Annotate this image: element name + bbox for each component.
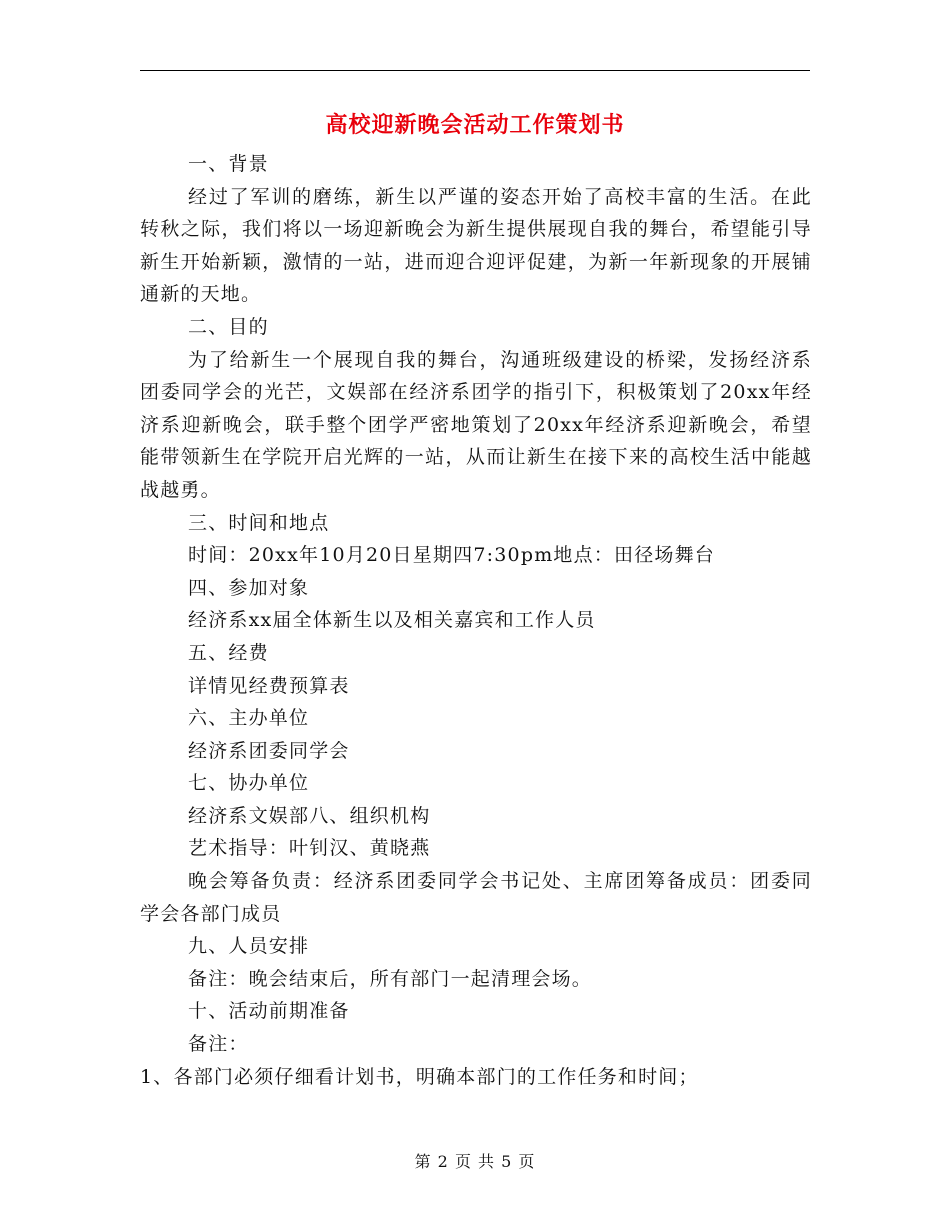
document-body: [140, 148, 812, 1093]
section-heading-budget: 五、经费: [188, 641, 269, 664]
document-title: 高校迎新晚会活动工作策划书: [325, 112, 625, 138]
co-host-text: 经济系文娱部八、组织机构: [188, 804, 431, 827]
header-rule: [140, 70, 810, 71]
preparation-note-label: 备注：: [188, 1033, 249, 1056]
section-heading-participants: 四、参加对象: [188, 576, 310, 599]
host-text: 经济系团委同学会: [188, 739, 350, 762]
section-heading-co-host: 七、协办单位: [188, 772, 310, 795]
section-heading-preparation: 十、活动前期准备: [188, 1000, 350, 1023]
staffing-note: 备注：晚会结束后，所有部门一起清理会场。: [188, 967, 593, 990]
organizers-text: 晚会筹备负责：经济系团委同学会书记处、主席团筹备成员：团委同学会各部门成员: [140, 870, 812, 925]
section-heading-background: 一、背景: [188, 153, 269, 175]
purpose-paragraph: 为了给新生一个展现自我的舞台，沟通班级建设的桥梁，发扬经济系团委同学会的光芒，文娱部在经济系团学的指引下，积极策划了20xx年经济系迎新晚会，联手整个团学严密地策划了20xx年经济系迎新晚会，希望能带领新生在学院开启光辉的一站，从而让新生在接下来的高校生活中能越战越勇。: [140, 348, 812, 501]
time-place-text: 时间：20xx年10月20日星期四7:30pm地点：田径场舞台: [188, 544, 716, 567]
preparation-item-1: 1、各部门必须仔细看计划书，明确本部门的工作任务和时间；: [140, 1065, 699, 1088]
section-heading-staffing: 九、人员安排: [188, 935, 310, 958]
page-number: 第 2 页 共 5 页: [414, 1152, 536, 1171]
participants-text: 经济系xx届全体新生以及相关嘉宾和工作人员: [188, 609, 596, 632]
art-director-text: 艺术指导：叶钊汉、黄晓燕: [188, 837, 431, 860]
budget-text: 详情见经费预算表: [188, 674, 350, 697]
background-paragraph: 经过了军训的磨练，新生以严谨的姿态开始了高校丰富的生活。在此转秋之际，我们将以一场迎新晚会为新生提供展现自我的舞台，希望能引导新生开始新颖，激情的一站，进而迎合迎评促建，为新一年新现象的开展铺通新的天地。: [140, 185, 812, 306]
section-heading-purpose: 二、目的: [188, 315, 269, 338]
section-heading-time-place: 三、时间和地点: [188, 511, 330, 534]
section-heading-host: 六、主办单位: [188, 707, 310, 730]
